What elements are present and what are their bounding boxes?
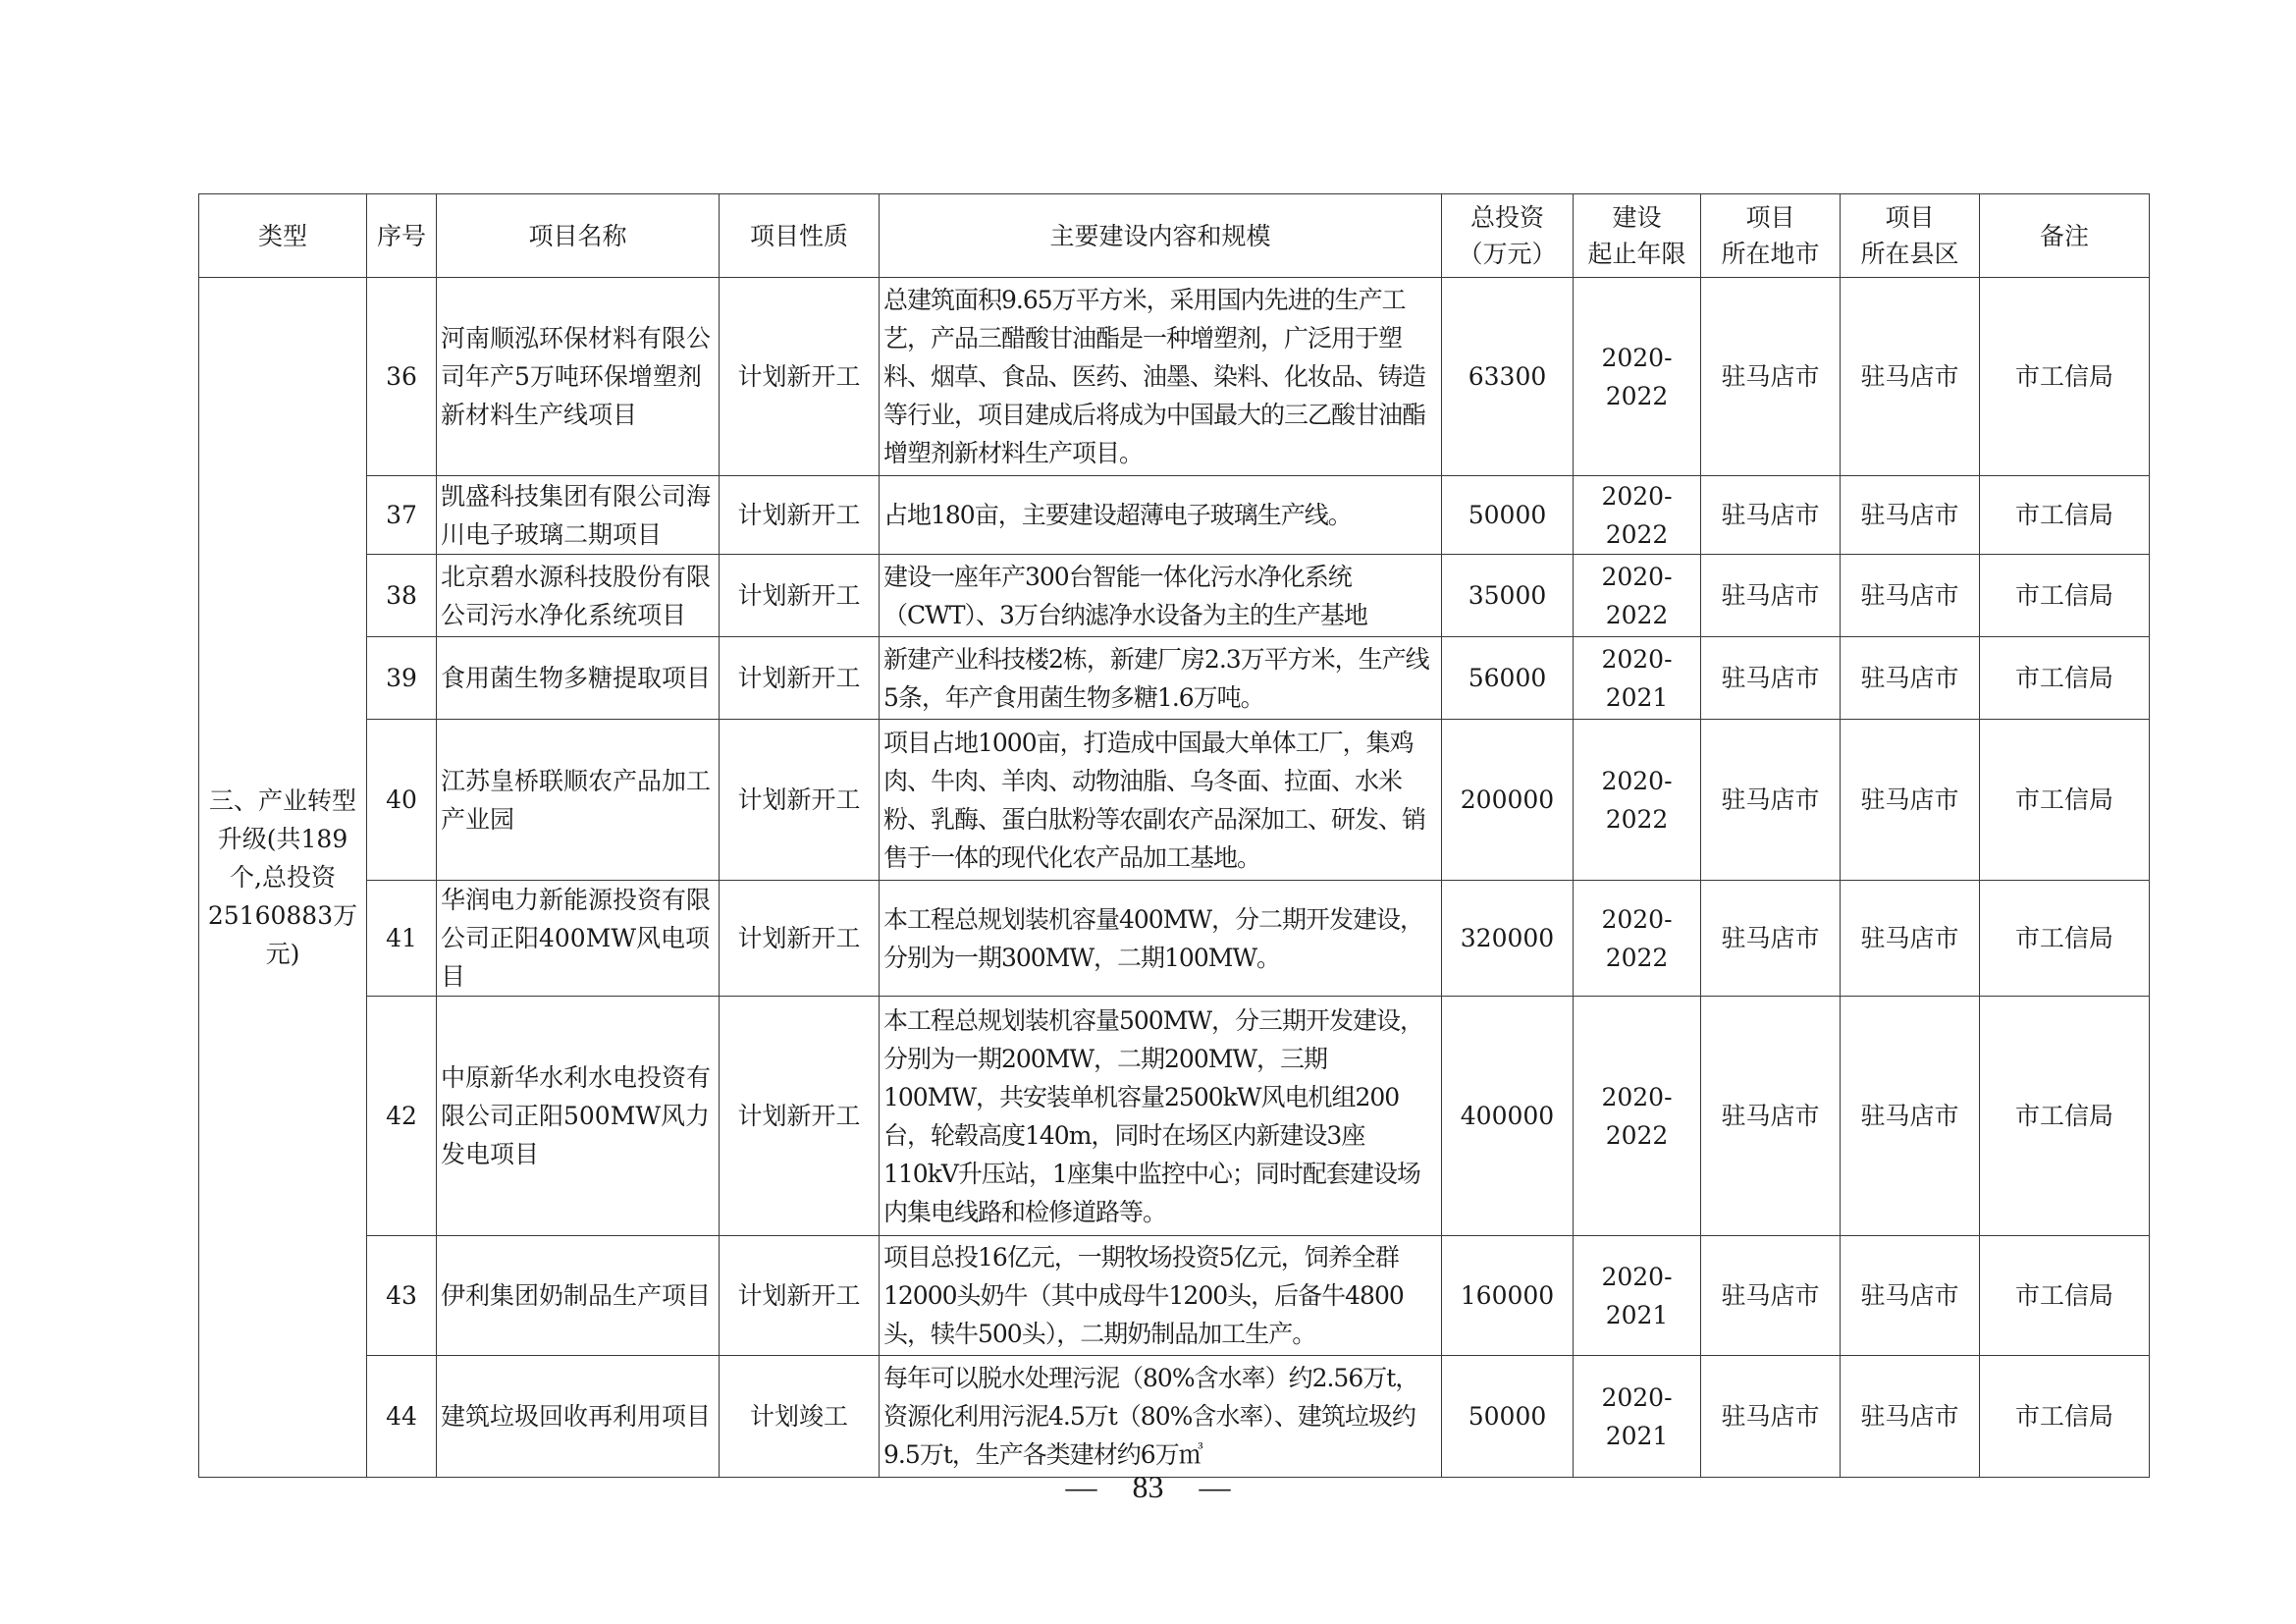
project-city: 驻马店市 bbox=[1701, 476, 1841, 555]
construction-years: 2020-2022 bbox=[1574, 476, 1701, 555]
total-investment: 400000 bbox=[1442, 997, 1574, 1236]
project-content: 总建筑面积9.65万平方米，采用国内先进的生产工艺，产品三醋酸甘油酯是一种增塑剂，广泛用于塑料、烟草、食品、医药、油墨、染料、化妆品、铸造等行业，项目建成后将成为中国最大的三乙酸甘油酯增塑剂新材料生产项目。 bbox=[880, 278, 1442, 476]
row-number: 40 bbox=[367, 720, 437, 881]
table-row bbox=[199, 555, 2150, 637]
table-body bbox=[199, 278, 2150, 1478]
project-name: 伊利集团奶制品生产项目 bbox=[437, 1236, 720, 1356]
construction-years: 2020-2022 bbox=[1574, 720, 1701, 881]
project-county: 驻马店市 bbox=[1841, 1356, 1980, 1478]
footer-dash-right: — bbox=[1199, 1469, 1231, 1504]
project-content: 本工程总规划装机容量500MW，分三期开发建设，分别为一期200MW，二期200MW，三期100MW，共安装单机容量2500kW风电机组200台，轮毂高度140m，同时在场区内新建设3座110kV升压站，1座集中监控中心；同时配套建设场内集电线路和检修道路等。 bbox=[880, 997, 1442, 1236]
project-county: 驻马店市 bbox=[1841, 637, 1980, 720]
project-content: 占地180亩，主要建设超薄电子玻璃生产线。 bbox=[880, 476, 1442, 555]
project-table bbox=[198, 193, 2150, 1478]
project-name: 江苏皇桥联顺农产品加工产业园 bbox=[437, 720, 720, 881]
project-nature: 计划新开工 bbox=[720, 1236, 880, 1356]
project-content: 建设一座年产300台智能一体化污水净化系统（CWT）、3万台纳滤净水设备为主的生产基地 bbox=[880, 555, 1442, 637]
project-name: 北京碧水源科技股份有限公司污水净化系统项目 bbox=[437, 555, 720, 637]
table-row bbox=[199, 1236, 2150, 1356]
project-content: 本工程总规划装机容量400MW，分二期开发建设，分别为一期300MW，二期100MW。 bbox=[880, 881, 1442, 997]
project-nature: 计划新开工 bbox=[720, 720, 880, 881]
project-city: 驻马店市 bbox=[1701, 1236, 1841, 1356]
header-county: 项目 所在县区 bbox=[1841, 194, 1980, 278]
row-number: 39 bbox=[367, 637, 437, 720]
project-content: 新建产业科技楼2栋，新建厂房2.3万平方米，生产线5条，年产食用菌生物多糖1.6万吨。 bbox=[880, 637, 1442, 720]
project-city: 驻马店市 bbox=[1701, 637, 1841, 720]
project-nature: 计划新开工 bbox=[720, 278, 880, 476]
project-county: 驻马店市 bbox=[1841, 720, 1980, 881]
project-nature: 计划新开工 bbox=[720, 637, 880, 720]
project-city: 驻马店市 bbox=[1701, 720, 1841, 881]
project-nature: 计划竣工 bbox=[720, 1356, 880, 1478]
row-number: 44 bbox=[367, 1356, 437, 1478]
row-number: 36 bbox=[367, 278, 437, 476]
table-row bbox=[199, 1356, 2150, 1478]
project-city: 驻马店市 bbox=[1701, 881, 1841, 997]
project-note: 市工信局 bbox=[1980, 476, 2150, 555]
project-county: 驻马店市 bbox=[1841, 881, 1980, 997]
header-invest: 总投资 （万元） bbox=[1442, 194, 1574, 278]
project-note: 市工信局 bbox=[1980, 637, 2150, 720]
project-note: 市工信局 bbox=[1980, 997, 2150, 1236]
total-investment: 50000 bbox=[1442, 476, 1574, 555]
project-city: 驻马店市 bbox=[1701, 1356, 1841, 1478]
table-row bbox=[199, 637, 2150, 720]
total-investment: 56000 bbox=[1442, 637, 1574, 720]
row-number: 43 bbox=[367, 1236, 437, 1356]
header-note: 备注 bbox=[1980, 194, 2150, 278]
project-note: 市工信局 bbox=[1980, 555, 2150, 637]
project-content: 每年可以脱水处理污泥（80%含水率）约2.56万t，资源化利用污泥4.5万t（80%含水率）、建筑垃圾约9.5万t，生产各类建材约6万㎥ bbox=[880, 1356, 1442, 1478]
table-row bbox=[199, 278, 2150, 476]
footer-dash-left: — bbox=[1065, 1469, 1097, 1504]
row-number: 37 bbox=[367, 476, 437, 555]
construction-years: 2020-2022 bbox=[1574, 278, 1701, 476]
project-name: 中原新华水利水电投资有限公司正阳500MW风力发电项目 bbox=[437, 997, 720, 1236]
project-name: 凯盛科技集团有限公司海川电子玻璃二期项目 bbox=[437, 476, 720, 555]
total-investment: 200000 bbox=[1442, 720, 1574, 881]
total-investment: 320000 bbox=[1442, 881, 1574, 997]
header-city: 项目 所在地市 bbox=[1701, 194, 1841, 278]
project-note: 市工信局 bbox=[1980, 1236, 2150, 1356]
category-cell: 三、产业转型升级(共189个,总投资25160883万元) bbox=[199, 278, 367, 1478]
construction-years: 2020-2022 bbox=[1574, 881, 1701, 997]
page-footer bbox=[0, 1469, 2296, 1505]
project-county: 驻马店市 bbox=[1841, 555, 1980, 637]
header-content: 主要建设内容和规模 bbox=[880, 194, 1442, 278]
total-investment: 160000 bbox=[1442, 1236, 1574, 1356]
project-nature: 计划新开工 bbox=[720, 476, 880, 555]
header-nature: 项目性质 bbox=[720, 194, 880, 278]
table-row bbox=[199, 881, 2150, 997]
construction-years: 2020-2022 bbox=[1574, 555, 1701, 637]
project-county: 驻马店市 bbox=[1841, 278, 1980, 476]
table-row bbox=[199, 997, 2150, 1236]
header-type: 类型 bbox=[199, 194, 367, 278]
total-investment: 63300 bbox=[1442, 278, 1574, 476]
construction-years: 2020-2021 bbox=[1574, 637, 1701, 720]
project-name: 华润电力新能源投资有限公司正阳400MW风电项目 bbox=[437, 881, 720, 997]
project-content: 项目总投16亿元，一期牧场投资5亿元，饲养全群12000头奶牛（其中成母牛1200头，后备牛4800头，犊牛500头），二期奶制品加工生产。 bbox=[880, 1236, 1442, 1356]
page-number: 83 bbox=[1132, 1469, 1164, 1504]
project-note: 市工信局 bbox=[1980, 278, 2150, 476]
header-name: 项目名称 bbox=[437, 194, 720, 278]
total-investment: 50000 bbox=[1442, 1356, 1574, 1478]
project-note: 市工信局 bbox=[1980, 1356, 2150, 1478]
header-no: 序号 bbox=[367, 194, 437, 278]
table-row bbox=[199, 720, 2150, 881]
construction-years: 2020-2021 bbox=[1574, 1356, 1701, 1478]
row-number: 42 bbox=[367, 997, 437, 1236]
total-investment: 35000 bbox=[1442, 555, 1574, 637]
project-county: 驻马店市 bbox=[1841, 1236, 1980, 1356]
row-number: 38 bbox=[367, 555, 437, 637]
construction-years: 2020-2022 bbox=[1574, 997, 1701, 1236]
project-nature: 计划新开工 bbox=[720, 881, 880, 997]
project-city: 驻马店市 bbox=[1701, 278, 1841, 476]
header-row bbox=[199, 194, 2150, 278]
project-name: 食用菌生物多糖提取项目 bbox=[437, 637, 720, 720]
header-years: 建设 起止年限 bbox=[1574, 194, 1701, 278]
project-nature: 计划新开工 bbox=[720, 555, 880, 637]
project-name: 建筑垃圾回收再利用项目 bbox=[437, 1356, 720, 1478]
construction-years: 2020-2021 bbox=[1574, 1236, 1701, 1356]
row-number: 41 bbox=[367, 881, 437, 997]
project-city: 驻马店市 bbox=[1701, 997, 1841, 1236]
project-county: 驻马店市 bbox=[1841, 997, 1980, 1236]
project-city: 驻马店市 bbox=[1701, 555, 1841, 637]
project-note: 市工信局 bbox=[1980, 881, 2150, 997]
project-county: 驻马店市 bbox=[1841, 476, 1980, 555]
project-nature: 计划新开工 bbox=[720, 997, 880, 1236]
project-name: 河南顺泓环保材料有限公司年产5万吨环保增塑剂新材料生产线项目 bbox=[437, 278, 720, 476]
project-note: 市工信局 bbox=[1980, 720, 2150, 881]
project-content: 项目占地1000亩，打造成中国最大单体工厂，集鸡肉、牛肉、羊肉、动物油脂、乌冬面、拉面、水米粉、乳酶、蛋白肽粉等农副农产品深加工、研发、销售于一体的现代化农产品加工基地。 bbox=[880, 720, 1442, 881]
table-row bbox=[199, 476, 2150, 555]
